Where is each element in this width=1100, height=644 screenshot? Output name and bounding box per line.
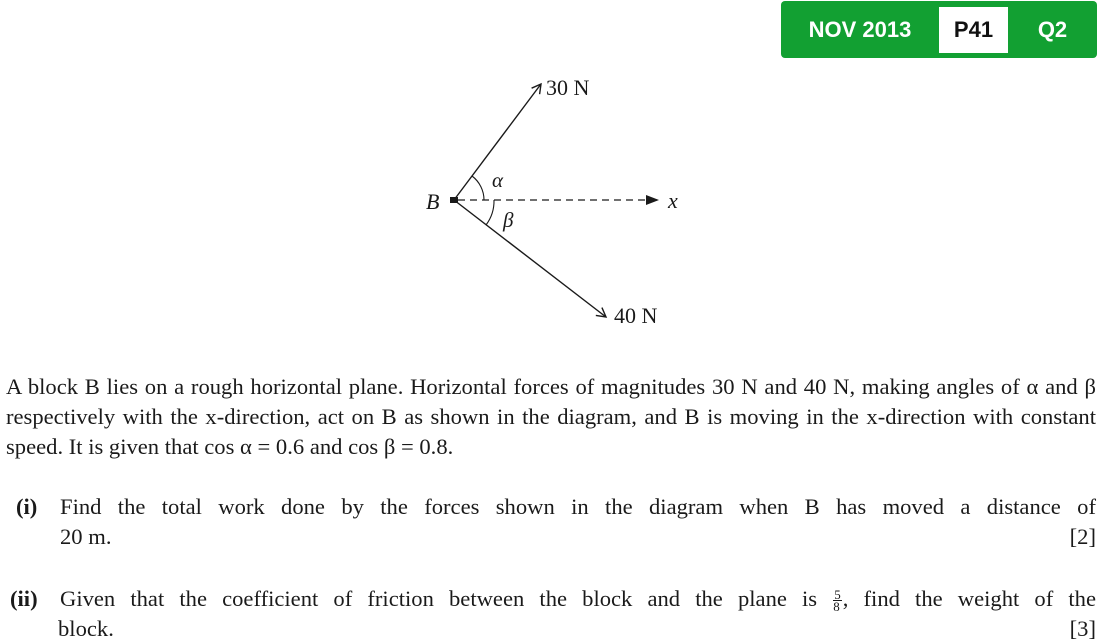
alpha-label: α [492, 168, 504, 192]
force-30n-label: 30 N [546, 75, 590, 100]
x-axis-label: x [668, 188, 678, 213]
part-i-text: Find the total work done by the forces shown in the diagram when B has moved a distance of [60, 494, 1096, 519]
question-label: Q2 [1037, 17, 1068, 42]
part-i-line2 [16, 522, 1096, 552]
block-label: B [426, 189, 440, 214]
part-ii-marks: [3] [1069, 616, 1096, 641]
beta-arc [486, 200, 494, 225]
part-ii-text-after: , find the weight of the [842, 586, 1096, 611]
question-part-ii [10, 584, 1096, 644]
part-ii-line2 [10, 614, 1096, 644]
force-diagram-svg [400, 65, 700, 335]
part-ii-text-continued: block. [58, 616, 114, 641]
part-ii-text: Given that the coefficient of friction between the block and the plane is [60, 586, 818, 611]
part-ii-line1 [10, 584, 1096, 614]
session-label: NOV 2013 [808, 17, 912, 42]
part-ii-label: (ii) [10, 586, 38, 611]
beta-label: β [503, 208, 514, 232]
part-i-text-continued: 20 m. [60, 524, 112, 549]
fraction-denominator: 8 [833, 599, 840, 615]
part-i-line1 [16, 492, 1096, 522]
alpha-arc [472, 176, 484, 200]
fraction-numerator: 5 [834, 587, 841, 603]
paper-label: P41 [939, 7, 1008, 53]
part-i-label: (i) [16, 494, 38, 519]
part-i-marks: [2] [1069, 524, 1096, 549]
force-40n-arrow [454, 200, 606, 317]
force-40n-label: 40 N [614, 303, 658, 328]
header-badge [781, 1, 1097, 58]
question-part-i [16, 492, 1096, 552]
force-diagram [400, 65, 700, 335]
question-stem: A block B lies on a rough horizontal plane. Horizontal forces of magnitudes 30 N and 40 N, making angles of α and β respectively with the x-direction, act on B as shown in the diagram, and B is moving in the x-direction with constant speed. It is given that cos α = 0.6 and cos β = 0.8. [6, 374, 1096, 459]
friction-coefficient-fraction [833, 587, 842, 615]
